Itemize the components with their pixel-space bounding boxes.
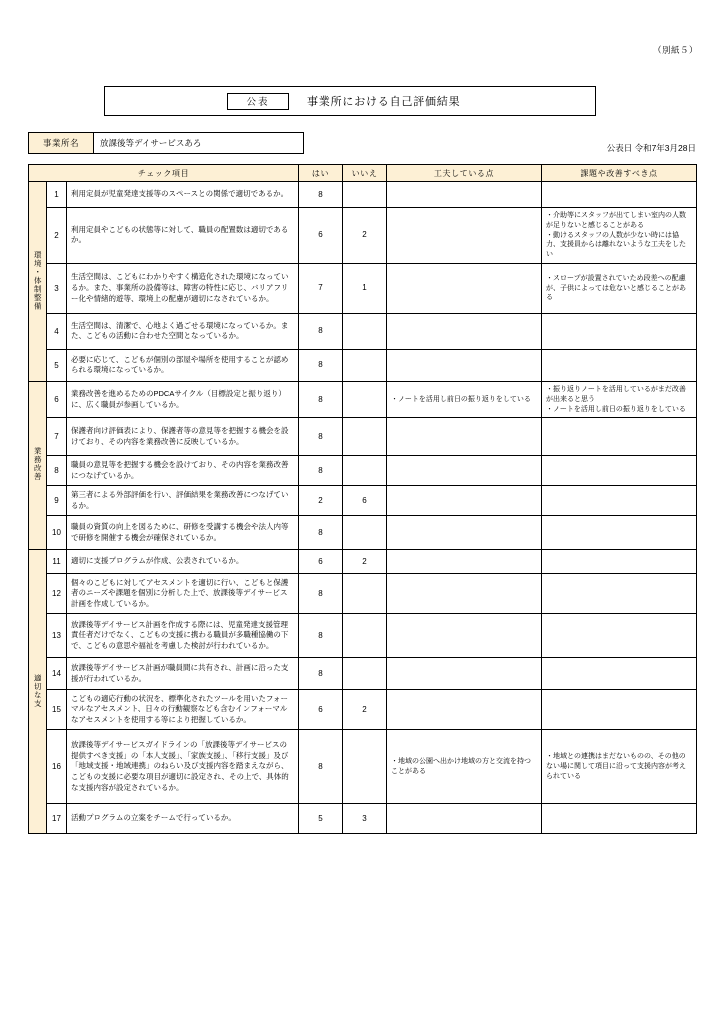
good-point-text [387,349,542,381]
table-row [29,486,697,516]
no-count [343,516,387,550]
check-item-text: こどもの適応行動の状況を、標準化されたツールを用いたフォーマルなアセスメント、日々の行動観察なども含むインフォーマルなアセスメントを使用する等により把握しているか。 [67,690,299,730]
row-number: 13 [47,614,67,658]
check-item-text: 利用定員やこどもの状態等に対して、職員の配置数は適切であるか。 [67,208,299,264]
good-point-text [387,486,542,516]
good-point-text [387,614,542,658]
yes-count: 8 [299,516,343,550]
improvement-text: ・介助等にスタッフが出てしまい室内の人数が足りないと感じることがある ・動けるスタッフの人数が少ない時には協力、支援員からは離れないような工夫をしたい [542,208,697,264]
table-row [29,804,697,834]
good-point-text [387,208,542,264]
row-number: 17 [47,804,67,834]
row-number: 7 [47,418,67,456]
row-number: 14 [47,658,67,690]
no-count: 1 [343,263,387,313]
good-point-text [387,690,542,730]
table-row [29,263,697,313]
improvement-text [542,658,697,690]
row-number: 5 [47,349,67,381]
no-count [343,574,387,614]
good-point-text [387,516,542,550]
yes-count: 2 [299,486,343,516]
table-row [29,730,697,804]
col-improve: 課題や改善すべき点 [542,165,697,182]
table-row [29,550,697,574]
office-name: 放課後等デイサービスあろ [100,138,202,148]
no-count [343,658,387,690]
check-item-text: 保護者向け評価表により、保護者等の意見等を把握する機会を設けており、その内容を業務改善に反映しているか。 [67,418,299,456]
category-cell: 環境・体制整備 [29,182,47,382]
good-point-text [387,456,542,486]
improvement-text: ・振り返りノートを活用しているがまだ改善が出来ると思う ・ノートを活用し前日の振り返りをしている [542,381,697,417]
table-header-row [29,165,697,182]
check-item-text: 放課後等デイサービス計画が職員間に共有され、計画に沿った支援が行われているか。 [67,658,299,690]
improvement-text [542,349,697,381]
good-point-text [387,182,542,208]
yes-count: 6 [299,208,343,264]
appendix-note: （別紙５） [652,45,698,55]
no-count [343,418,387,456]
improvement-text [542,182,697,208]
no-count [343,182,387,208]
improvement-text [542,456,697,486]
improvement-text [542,550,697,574]
table-row [29,349,697,381]
row-number: 2 [47,208,67,264]
yes-count: 8 [299,313,343,349]
check-item-text: 活動プログラムの立案をチームで行っているか。 [67,804,299,834]
table-body [29,182,697,834]
check-item-text: 第三者による外部評価を行い、評価結果を業務改善につなげているか。 [67,486,299,516]
good-point-text: ・地域の公園へ出かけ地域の方と交流を持つことがある [387,730,542,804]
yes-count: 7 [299,263,343,313]
improvement-text [542,418,697,456]
publish-date: 公表日 令和7年3月28日 [606,143,696,153]
good-point-text [387,804,542,834]
yes-count: 8 [299,614,343,658]
improvement-text [542,516,697,550]
category-cell: 適切な支 [29,550,47,834]
no-count [343,349,387,381]
col-check-item: チェック項目 [29,165,299,182]
no-count [343,730,387,804]
row-number: 16 [47,730,67,804]
no-count: 2 [343,690,387,730]
row-number: 11 [47,550,67,574]
table-row [29,516,697,550]
row-number: 8 [47,456,67,486]
table-row [29,614,697,658]
yes-count: 6 [299,690,343,730]
table-row [29,418,697,456]
improvement-text [542,614,697,658]
row-number: 9 [47,486,67,516]
good-point-text: ・ノートを活用し前日の振り返りをしている [387,381,542,417]
good-point-text [387,574,542,614]
page-title: 事業所における自己評価結果 [307,96,461,108]
yes-count: 8 [299,730,343,804]
no-count: 2 [343,550,387,574]
check-item-text: 適切に支援プログラムが作成、公表されているか。 [67,550,299,574]
good-point-text [387,313,542,349]
improvement-text: ・地域との連携はまだないものの、その他のない場に関して項目に沿って支援内容が考えられている [542,730,697,804]
no-count: 2 [343,208,387,264]
category-cell: 業務改善 [29,381,47,549]
title-box [104,86,596,116]
table-row [29,456,697,486]
yes-count: 8 [299,418,343,456]
improvement-text [542,486,697,516]
col-good: 工夫している点 [387,165,542,182]
check-item-text: 職員の意見等を把握する機会を設けており、その内容を業務改善につなげているか。 [67,456,299,486]
no-count: 6 [343,486,387,516]
yes-count: 8 [299,182,343,208]
check-item-text: 必要に応じて、こどもが個別の部屋や場所を使用することが認められる環境になっているか。 [67,349,299,381]
improvement-text [542,804,697,834]
row-number: 3 [47,263,67,313]
row-number: 4 [47,313,67,349]
yes-count: 8 [299,381,343,417]
yes-count: 8 [299,456,343,486]
office-label: 事業所名 [29,133,94,153]
yes-count: 8 [299,574,343,614]
improvement-text [542,313,697,349]
good-point-text [387,658,542,690]
good-point-text [387,418,542,456]
no-count: 3 [343,804,387,834]
check-item-text: 生活空間は、こどもにわかりやすく構造化された環境になっているか。また、事業所の設備等は、障害の特性に応じ、バリアフリー化や情緒的遊等、環境上の配慮が適切になされているか。 [67,263,299,313]
table-row [29,574,697,614]
improvement-text [542,574,697,614]
improvement-text [542,690,697,730]
check-item-text: 放課後等デイサービスガイドラインの「放課後等デイサービスの提供すべき支援」の「本人支援」、「家族支援」、「移行支援」及び「地域支援・地域連携」のねらい及び支援内容を踏まえながら、こどもの支援に必要な項目が適切に設定され、その上で、具体的な支援内容が設定されているか。 [67,730,299,804]
table-row [29,313,697,349]
no-count [343,456,387,486]
good-point-text [387,263,542,313]
row-number: 10 [47,516,67,550]
table-row [29,690,697,730]
good-point-text [387,550,542,574]
no-count [343,313,387,349]
yes-count: 8 [299,658,343,690]
yes-count: 5 [299,804,343,834]
no-count [343,614,387,658]
check-item-text: 業務改善を進めるためのPDCAサイクル（目標設定と振り返り）に、広く職員が参画しているか。 [67,381,299,417]
table-row [29,658,697,690]
check-item-text: 生活空間は、清潔で、心地よく過ごせる環境になっているか。また、こどもの活動に合わせた空間となっているか。 [67,313,299,349]
row-number: 12 [47,574,67,614]
improvement-text: ・スロープが設置されていため段差への配慮が、子供によっては危ないと感じることがある [542,263,697,313]
self-evaluation-table [28,164,697,834]
row-number: 1 [47,182,67,208]
yes-count: 6 [299,550,343,574]
check-item-text: 個々のこどもに対してアセスメントを適切に行い、こどもと保護者のニーズや課題を個別に分析した上で、放課後等デイサービス計画を作成しているか。 [67,574,299,614]
check-item-text: 放課後等デイサービス計画を作成する際には、児童発達支援管理責任者だけでなく、こどもの支援に携わる職員が多職種協働の下で、こどもの意思や福祉を考慮した検討が行われているか。 [67,614,299,658]
check-item-text: 職員の資質の向上を図るために、研修を受講する機会や法人内等で研修を開催する機会が確保されているか。 [67,516,299,550]
yes-count: 8 [299,349,343,381]
public-tag: 公表 [227,93,289,110]
table-row [29,381,697,417]
no-count [343,381,387,417]
check-item-text: 利用定員が児童発達支援等のスペースとの関係で適切であるか。 [67,182,299,208]
table-row [29,182,697,208]
row-number: 15 [47,690,67,730]
col-no: いいえ [343,165,387,182]
office-row [28,132,304,154]
row-number: 6 [47,381,67,417]
col-yes: はい [299,165,343,182]
table-row [29,208,697,264]
